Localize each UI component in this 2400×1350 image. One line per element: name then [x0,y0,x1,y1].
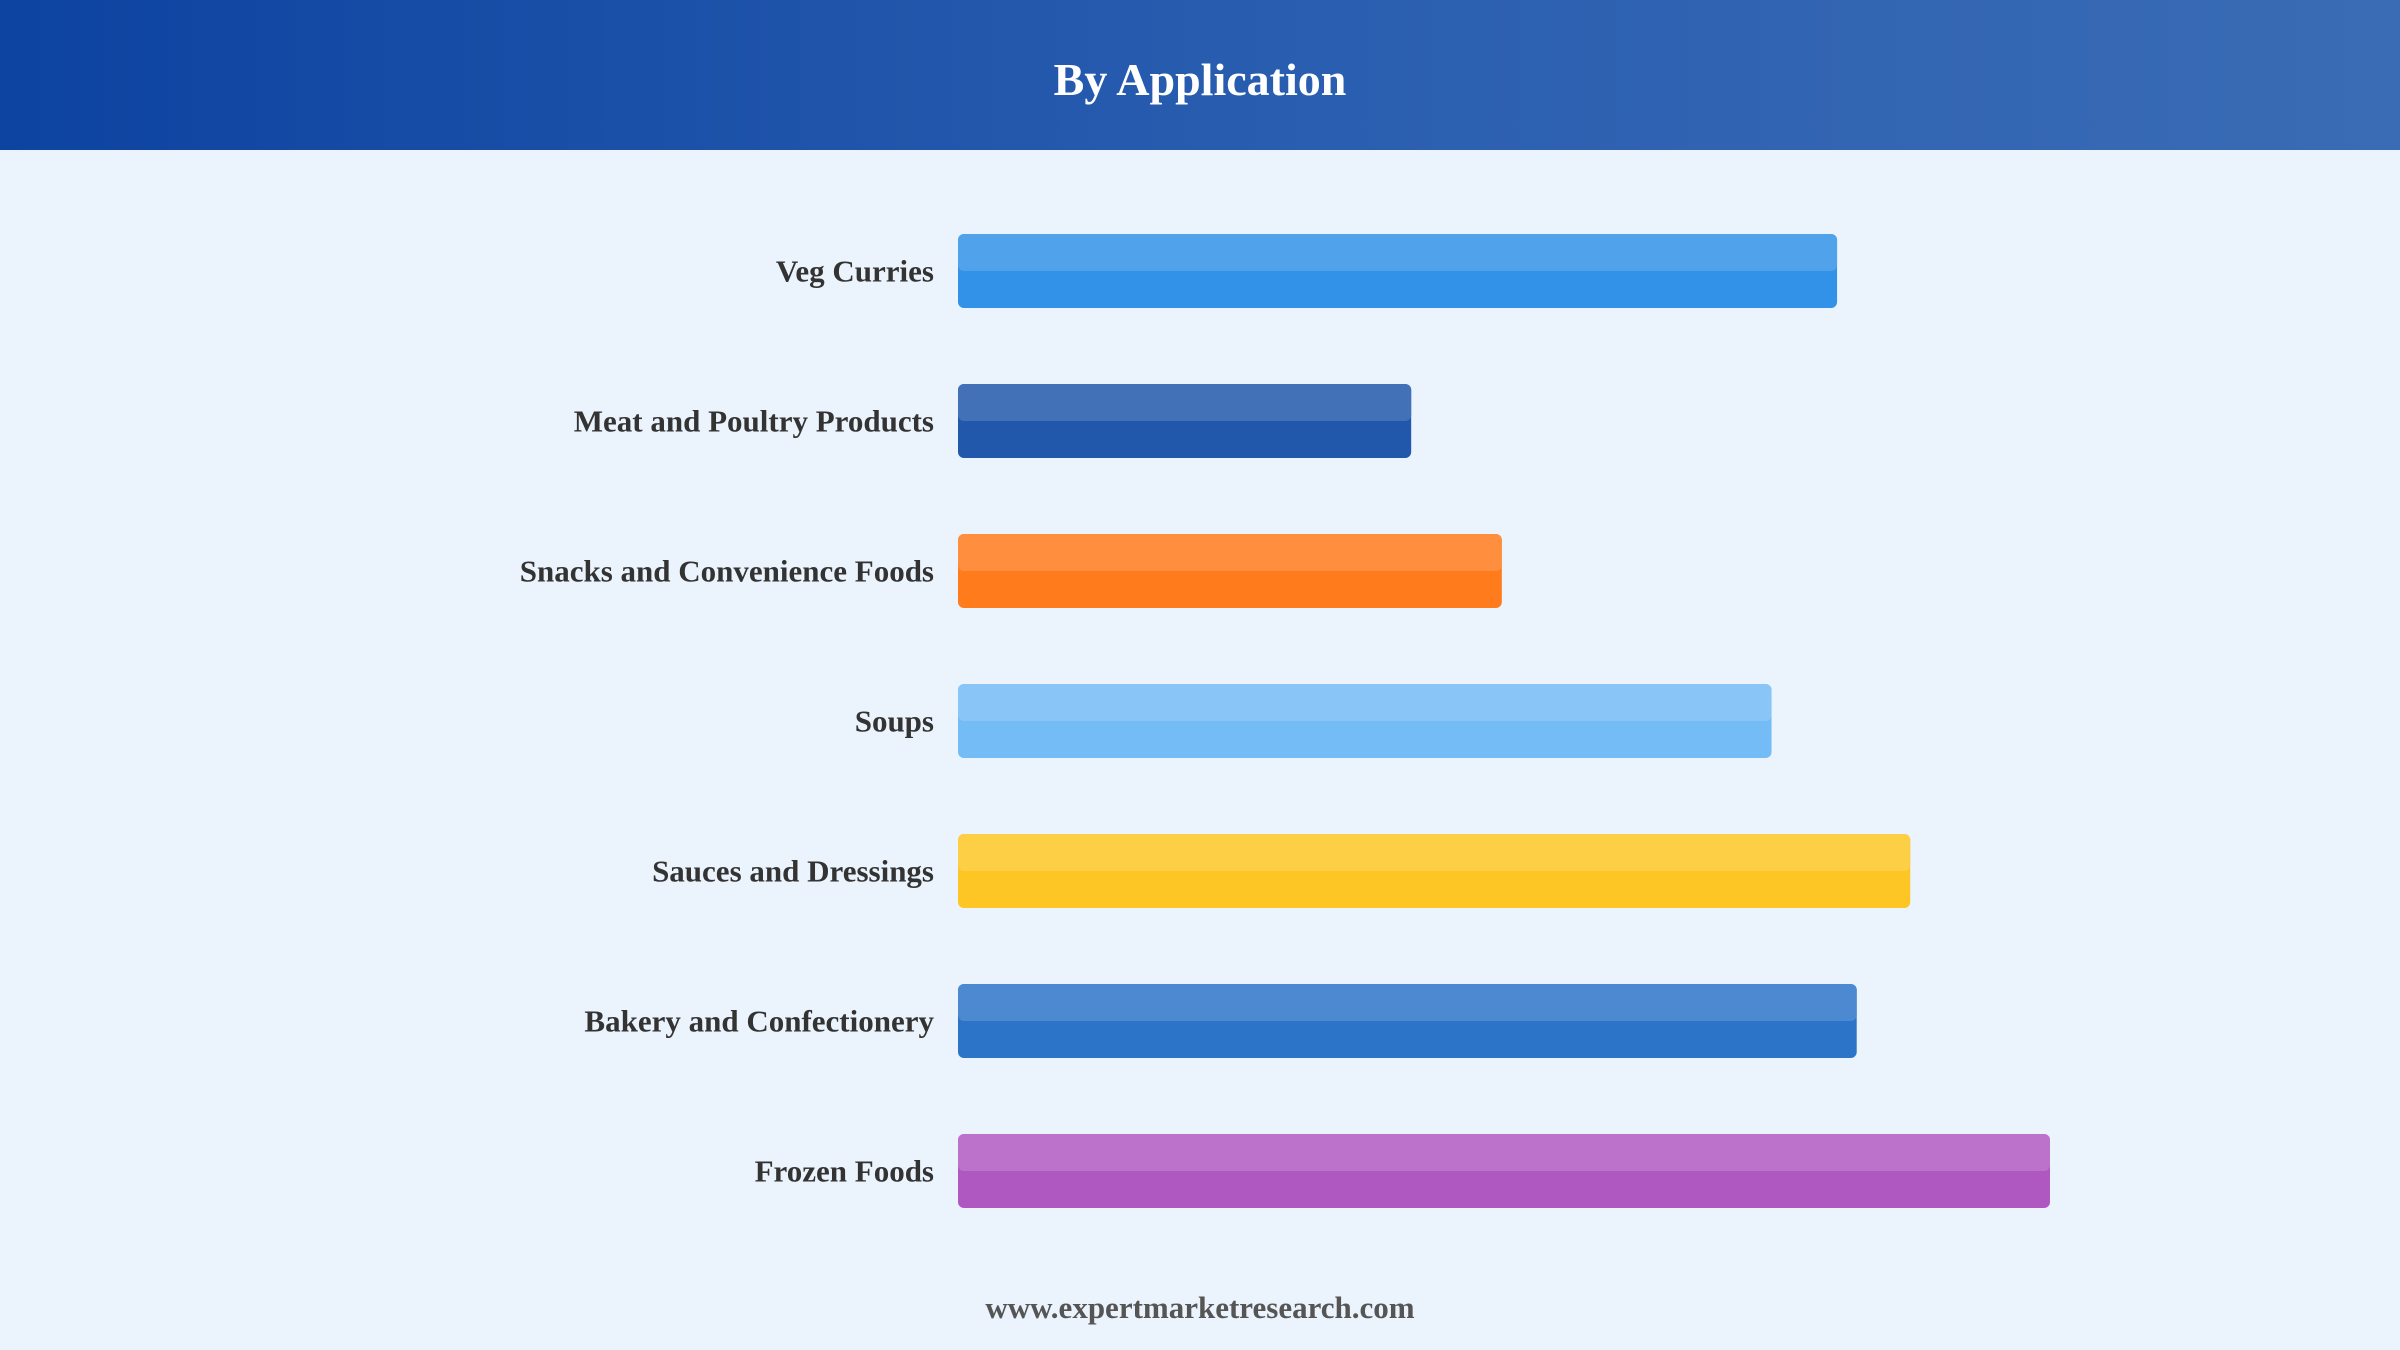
bar-highlight-bakery-and-confectionery [958,984,1857,1021]
bar-highlight-soups [958,684,1772,721]
category-label-bakery-and-confectionery: Bakery and Confectionery [584,1003,934,1039]
bar-highlight-sauces-and-dressings [958,834,1910,871]
category-label-soups: Soups [854,703,934,739]
category-labels-group [520,254,935,1189]
category-label-meat-and-poultry-products: Meat and Poultry Products [573,403,934,439]
footer-website: www.expertmarketresearch.com [985,1290,1415,1325]
bar-highlight-frozen-foods [958,1134,2050,1171]
bar-highlight-veg-curries [958,234,1837,271]
bar-highlight-meat-and-poultry-products [958,384,1411,421]
page-title: By Application [1053,54,1347,105]
bars-group [958,234,2050,1208]
category-label-veg-curries: Veg Curries [775,253,934,289]
category-label-snacks-and-convenience-foods: Snacks and Convenience Foods [519,553,934,589]
category-label-sauces-and-dressings: Sauces and Dressings [652,853,934,889]
category-label-frozen-foods: Frozen Foods [754,1153,934,1189]
bar-highlight-snacks-and-convenience-foods [958,534,1502,571]
